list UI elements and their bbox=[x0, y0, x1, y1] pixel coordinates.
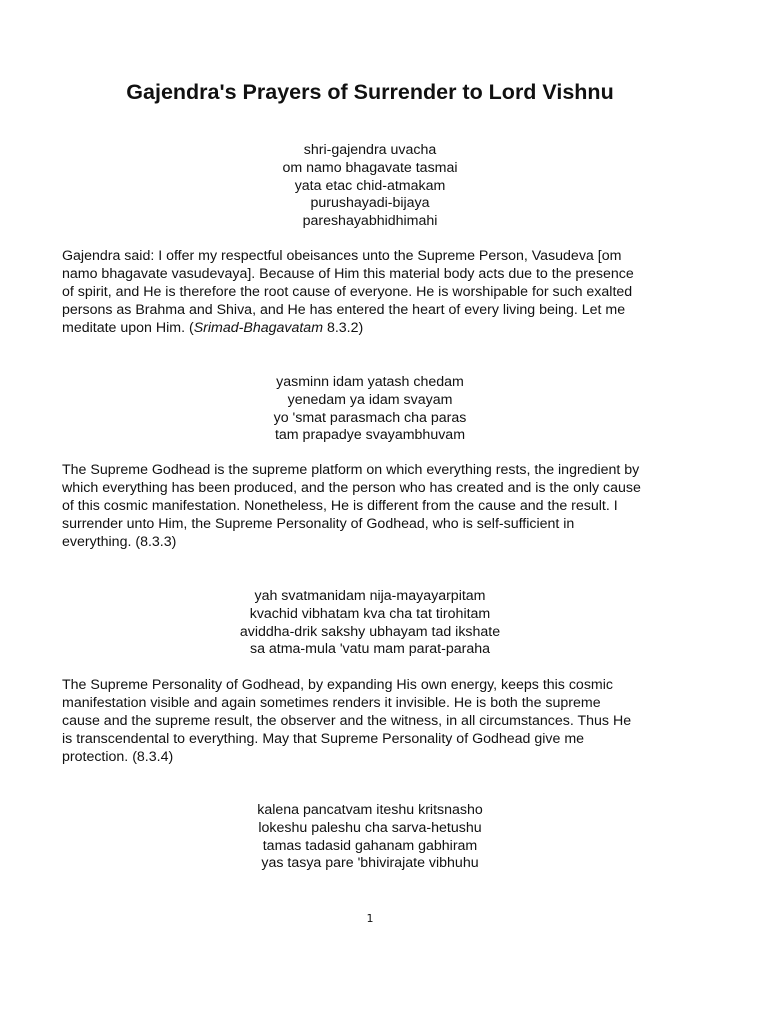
scripture-citation: Srimad-Bhagavatam bbox=[193, 319, 324, 336]
verse-line: purushayadi-bijaya bbox=[310, 195, 430, 212]
verse-block-3 bbox=[0, 588, 740, 659]
verse-line: kvachid vibhatam kva cha tat tirohitam bbox=[249, 605, 491, 622]
verse-line: yata etac chid-atmakam bbox=[294, 177, 446, 194]
paragraph-line: Gajendra said: I offer my respectful obeisances unto the Supreme Person, Vasudeva [om bbox=[62, 248, 622, 264]
text-run: meditate upon Him. ( bbox=[62, 319, 194, 336]
verse-line: sa atma-mula 'vatu mam parat-paraha bbox=[249, 641, 491, 658]
paragraph-line: surrender unto Him, the Supreme Personality of Godhead, who is self-sufficient in bbox=[62, 515, 575, 532]
paragraph-line: of this cosmic manifestation. Nonetheless, He is different from the cause and the result. I bbox=[62, 497, 618, 514]
paragraph-line: of spirit, and He is therefore the root cause of everyone. He is worshipable for such exalted bbox=[62, 283, 633, 300]
verse-line: yas tasya pare 'bhivirajate vibhuhu bbox=[261, 855, 479, 872]
verse-line: lokeshu paleshu cha sarva-hetushu bbox=[258, 819, 482, 836]
verse-block-2 bbox=[0, 374, 740, 445]
verse-line: yenedam ya idam svayam bbox=[287, 391, 453, 408]
verse-line: kalena pancatvam iteshu kritsnasho bbox=[257, 802, 483, 818]
verse-line: pareshayabhidhimahi bbox=[302, 213, 438, 230]
translation-paragraph-3 bbox=[62, 677, 687, 767]
paragraph-line: The Supreme Personality of Godhead, by expanding His own energy, keeps this cosmic bbox=[62, 677, 613, 693]
translation-paragraph-2 bbox=[62, 462, 687, 552]
verse-line: tamas tadasid gahanam gabhiram bbox=[262, 837, 478, 854]
paragraph-line: The Supreme Godhead is the supreme platform on which everything rests, the ingredient by bbox=[62, 462, 640, 478]
paragraph-line: which everything has been produced, and the person who has created and is the only cause bbox=[62, 479, 641, 496]
paragraph-line: manifestation visible and again sometimes renders it invisible. He is both the supreme bbox=[62, 694, 601, 711]
verse-line: shri-gajendra uvacha bbox=[303, 142, 437, 158]
verse-line: yasminn idam yatash chedam bbox=[276, 374, 464, 390]
verse-line: tam prapadye svayambhuvam bbox=[274, 427, 466, 444]
paragraph-line: is transcendental to everything. May that Supreme Personality of Godhead give me bbox=[62, 730, 585, 747]
verse-block-1 bbox=[0, 142, 740, 231]
verse-line: yo 'smat parasmach cha paras bbox=[273, 409, 467, 426]
paragraph-line: protection. (8.3.4) bbox=[62, 748, 174, 765]
text-run: 8.3.2) bbox=[323, 319, 364, 336]
paragraph-line: cause and the supreme result, the observer and the witness, in all circumstances. Thus He bbox=[62, 712, 632, 729]
translation-paragraph-1 bbox=[62, 248, 687, 338]
verse-line: aviddha-drik sakshy ubhayam tad ikshate bbox=[239, 623, 501, 640]
verse-line: om namo bhagavate tasmai bbox=[282, 159, 458, 176]
document-title: Gajendra's Prayers of Surrender to Lord Vishnu bbox=[126, 80, 614, 104]
verse-block-4 bbox=[0, 802, 740, 873]
verse-line: yah svatmanidam nija-mayayarpitam bbox=[254, 588, 486, 604]
paragraph-line: everything. (8.3.3) bbox=[62, 533, 177, 550]
paragraph-line: persons as Brahma and Shiva, and He has entered the heart of every living being. Let me bbox=[62, 301, 626, 318]
paragraph-line: namo bhagavate vasudevaya]. Because of Him this material body acts due to the presence bbox=[62, 265, 634, 282]
page-number: 1 bbox=[366, 912, 374, 925]
paragraph-line bbox=[62, 320, 687, 338]
